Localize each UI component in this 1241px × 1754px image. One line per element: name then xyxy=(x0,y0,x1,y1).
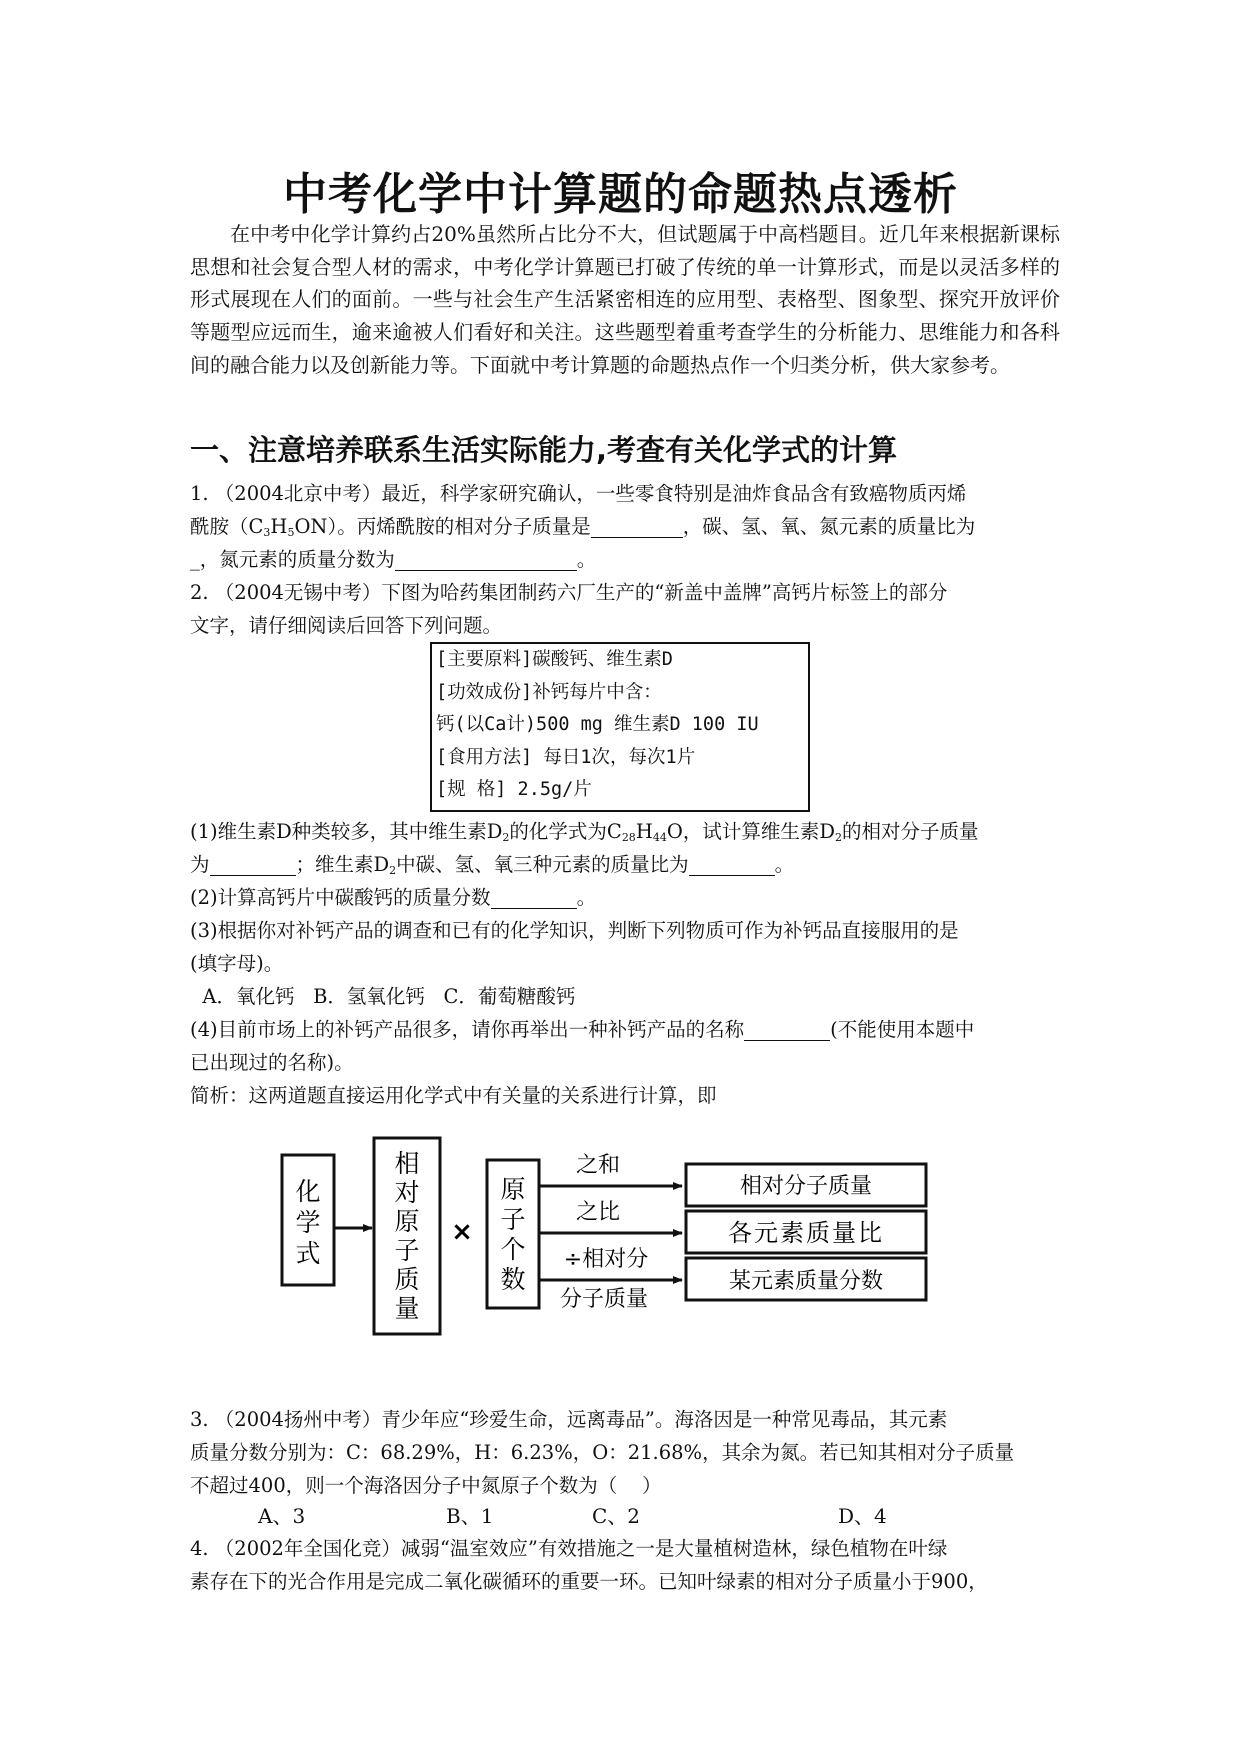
q1-line3: _，氮元素的质量分数为 。 xyxy=(190,548,597,571)
q2-sub4-line2: 已出现过的名称)。 xyxy=(190,1051,354,1074)
edge-label-divide: ÷相对分 xyxy=(563,1247,649,1272)
q2-sub1-line2: 为 ；维生素$D_2$中碳、氢、氧三种元素的质量比为 。 xyxy=(190,853,795,877)
box2-char: 子 xyxy=(394,1236,420,1265)
output-element-mass-ratio: 各元素质量比 xyxy=(728,1219,884,1247)
box1-char: 化 xyxy=(295,1177,321,1206)
label-line: [食用方法] 每日1次，每次1片 xyxy=(436,746,696,768)
q2-sub3-line2: (填字母)。 xyxy=(190,952,284,975)
box2-char: 原 xyxy=(394,1207,420,1236)
q2-sub2: (2)计算高钙片中碳酸钙的质量分数 。 xyxy=(190,886,597,909)
label-line: [规 格] 2.5g/片 xyxy=(436,779,592,800)
q2-sub3-options: A．氧化钙 B．氢氧化钙 C．葡萄糖酸钙 xyxy=(190,985,576,1008)
q2-sub1-line1: (1)维生素D种类较多，其中维生素$D_2$的化学式为$C_{28}H_{44}O$，试计算维生素$D_2$的相对分子质量 xyxy=(190,820,979,844)
q4-line1: 4. （2002年全国化竞）减弱“温室效应”有效措施之一是大量植树造林，绿色植物在叶绿 xyxy=(190,1537,948,1560)
multiply-sign: × xyxy=(451,1217,473,1247)
box1-char: 式 xyxy=(295,1239,321,1268)
edge-label-molecular-mass: 分子质量 xyxy=(559,1287,649,1312)
output-element-mass-fraction: 某元素质量分数 xyxy=(728,1269,884,1294)
q2-line1: 2. （2004无锡中考）下图为哈药集团制药六厂生产的“新盖中盖牌”高钙片标签上的部分 xyxy=(190,581,948,604)
q3-line2: 质量分数分别为：C：68.29%，H：6.23%，O：21.68%，其余为氮。若已知其相对分子质量 xyxy=(190,1441,1015,1464)
box2-char: 对 xyxy=(394,1178,420,1207)
q3-option-b: B、1 xyxy=(446,1504,494,1528)
label-line: [主要原料]碳酸钙、维生素D xyxy=(436,649,673,670)
box2-char: 质 xyxy=(394,1265,420,1294)
q1-line1: 1. （2004北京中考）最近，科学家研究确认，一些零食特别是油炸食品含有致癌物质丙烯 xyxy=(190,482,967,505)
label-line: [功效成份]补钙每片中含： xyxy=(436,681,662,703)
box2-char: 相 xyxy=(394,1149,420,1178)
box3-char: 个 xyxy=(500,1235,526,1264)
q3-option-a: A、3 xyxy=(258,1504,306,1528)
q3-option-c: C、2 xyxy=(592,1504,641,1528)
intro-paragraph: 在中考中化学计算约占20%虽然所占比分不大，但试题属于中高档题目。近几年来根据新课标思想和社会复合型人材的需求，中考化学计算题已打破了传统的单一计算形式，而是以灵活多样的形式展现在人们的面前。一些与社会生产生活紧密相连的应用型、表格型、图象型、探究开放评价等题型应远而生，逾来逾被人们看好和关注。这些题型着重考查学生的分析能力、思维能力和各科间的融合能力以及创新能力等。下面就中考计算题的命题热点作一个归类分析，供大家参考。 xyxy=(190,222,1060,377)
q3-option-d: D、4 xyxy=(838,1504,887,1528)
q4-line2: 素存在下的光合作用是完成二氧化碳循环的重要一环。已知叶绿素的相对分子质量小于900， xyxy=(190,1570,988,1593)
box2-char: 量 xyxy=(394,1294,420,1323)
box1-char: 学 xyxy=(295,1208,321,1237)
q1-line2: 酰胺$(C_3H_5ON)$。丙烯酰胺的相对分子质量是 ，碳、氢、氧、氮元素的质量比为 xyxy=(190,515,976,539)
box3-char: 子 xyxy=(500,1205,526,1234)
q2-sub4-line1: (4)目前市场上的补钙产品很多，请你再举出一种补钙产品的名称 (不能使用本题中 xyxy=(190,1018,975,1041)
q3-line1: 3. （2004扬州中考）青少年应“珍爱生命，远离毒品”。海洛因是一种常见毒品，其元素 xyxy=(190,1408,948,1431)
edge-label-ratio: 之比 xyxy=(575,1200,621,1225)
box3-char: 数 xyxy=(500,1265,526,1294)
box3-char: 原 xyxy=(500,1175,526,1204)
label-line: 钙(以Ca计)500 mg 维生素D 100 IU xyxy=(436,714,759,735)
page-title: 中考化学中计算题的命题热点透析 xyxy=(283,169,958,220)
output-relative-molecular-mass: 相对分子质量 xyxy=(739,1174,873,1199)
q2-sub3-line1: (3)根据你对补钙产品的调查和已有的化学知识，判断下列物质可作为补钙品直接服用的是 xyxy=(190,919,959,942)
edge-label-sum: 之和 xyxy=(575,1153,621,1178)
q3-line3: 不超过400，则一个海洛因分子中氮原子个数为（ ） xyxy=(190,1474,662,1497)
section-heading: 一、注意培养联系生活实际能力,考查有关化学式的计算 xyxy=(190,433,898,467)
analysis-text: 简析：这两道题直接运用化学式中有关量的关系进行计算，即 xyxy=(190,1084,717,1107)
q2-line2: 文字，请仔细阅读后回答下列问题。 xyxy=(190,614,503,637)
